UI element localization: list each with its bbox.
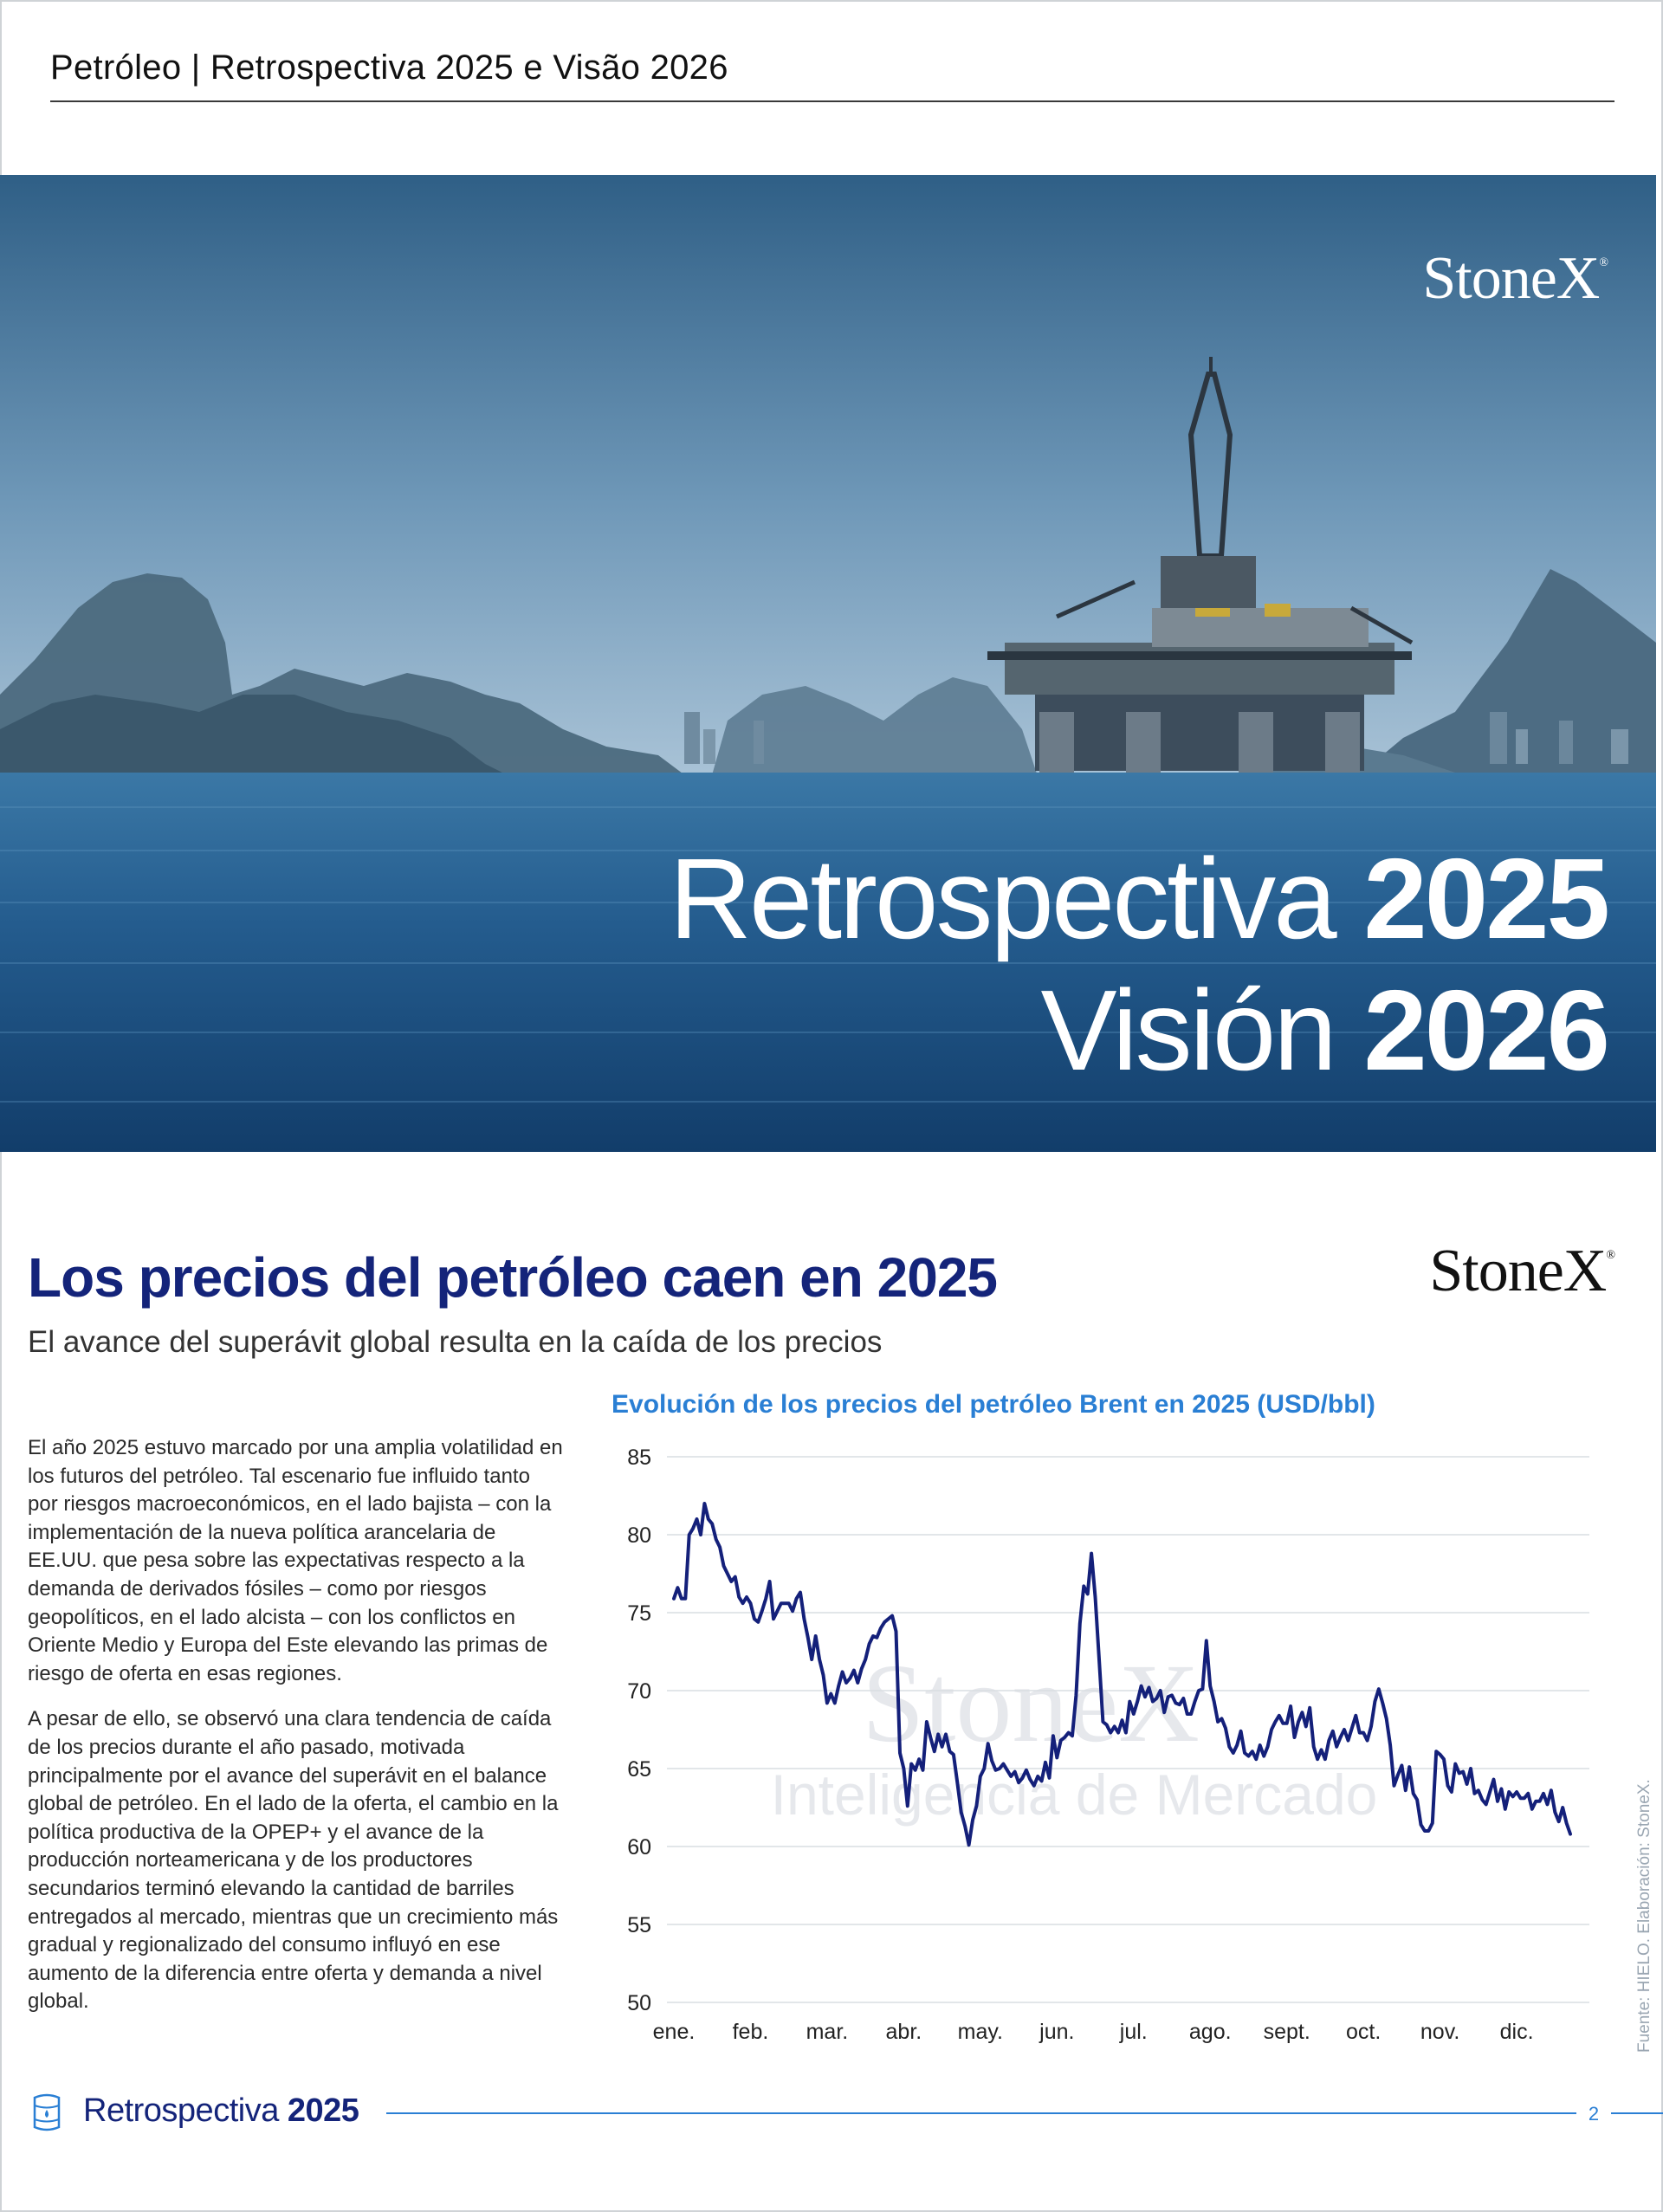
x-tick-label: dic. [1499, 2020, 1534, 2044]
hero-title [670, 833, 1608, 1096]
y-tick-label: 75 [627, 1601, 651, 1626]
y-tick-label: 55 [627, 1913, 651, 1937]
x-tick-label: jun. [1039, 2020, 1075, 2044]
source-note: Fuente: HIELO. Elaboración: StoneX. [1635, 1779, 1653, 2053]
body-paragraph-1: El año 2025 estuvo marcado por una amplia volatilidad en los futuros del petróleo. Tal escenario fue influido tanto por riesgos macroeconómicos, en el lado bajista – con la implementación de la nueva política arancelaria de EE.UU. que pesa sobre las expectativas respecto a la demanda de derivados fósiles – como por riesgos geopolíticos, en el lado alcista – con los conflictos en Oriente Medio y Europa del Este elevando las primas de riesgo de oferta en esas regiones. [28, 1436, 563, 1685]
brent-price-chart [606, 1429, 1602, 2053]
chart-x-axis [653, 2020, 1534, 2044]
body-paragraph-2: A pesar de ello, se observó una clara tendencia de caída de los precios durante el año pasado, motivada principalmente por el avance del superávit en el balance global de petróleo. En el lado de la oferta, el cambio en la política productiva de la OPEP+ y el avance de la producción norteamericana y de los productores secundarios terminó elevando la cantidad de barriles entregados al mercado, mientras que un crecimiento más gradual y regionalizado del consumo influyó en ese aumento de la diferencia entre oferta y demanda a nivel global. [28, 1707, 559, 2014]
watermark-logo: StoneX [862, 1641, 1200, 1766]
page-footer [31, 2089, 1663, 2141]
oil-barrel-icon [31, 2092, 62, 2132]
x-tick-label: mar. [806, 2020, 849, 2044]
x-tick-label: feb. [732, 2020, 769, 2044]
x-tick-label: jul. [1119, 2020, 1148, 2044]
hero-stonex-logo: StoneX® [1422, 245, 1608, 312]
document-header [50, 42, 1614, 102]
hero-banner [0, 175, 1656, 1152]
x-tick-label: abr. [885, 2020, 922, 2044]
chart-y-axis [627, 1446, 651, 2015]
hero-title-line-2: Visión 2026 [1040, 967, 1608, 1094]
section-stonex-logo: StoneX® [1429, 1238, 1614, 1304]
x-tick-label: oct. [1346, 2020, 1382, 2044]
section-title: Los precios del petróleo caen en 2025 [28, 1246, 997, 1309]
y-tick-label: 70 [627, 1679, 651, 1704]
body-text [28, 1434, 565, 2034]
footer-divider-end [1609, 2112, 1663, 2114]
page-number: 2 [1576, 2103, 1611, 2125]
x-tick-label: nov. [1420, 2020, 1460, 2044]
x-tick-label: ene. [652, 2020, 696, 2044]
document-title: Petróleo | Retrospectiva 2025 e Visão 2026 [50, 49, 728, 87]
watermark-tagline: Inteligencia de Mercado [770, 1762, 1378, 1827]
section-subtitle: El avance del superávit global resulta en la caída de los precios [28, 1325, 883, 1359]
x-tick-label: sept. [1263, 2020, 1310, 2044]
y-tick-label: 80 [627, 1523, 651, 1548]
y-tick-label: 65 [627, 1757, 651, 1782]
footer-title: Retrospectiva 2025 [83, 2092, 359, 2129]
footer-divider [386, 2112, 1585, 2114]
hero-title-line-1: Retrospectiva 2025 [669, 835, 1608, 962]
y-tick-label: 60 [627, 1835, 651, 1860]
x-tick-label: may. [957, 2020, 1004, 2044]
x-tick-label: ago. [1188, 2020, 1232, 2044]
chart-title: Evolución de los precios del petróleo Brent en 2025 (USD/bbl) [611, 1390, 1375, 1419]
y-tick-label: 50 [627, 1991, 651, 2015]
y-tick-label: 85 [627, 1446, 651, 1470]
